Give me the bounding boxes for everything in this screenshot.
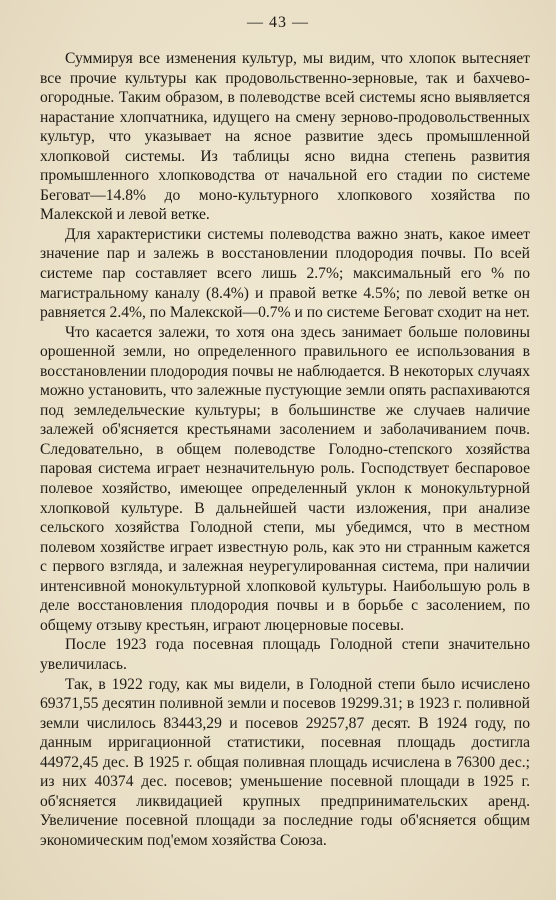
- paragraph-cotton-summary: Суммируя все изменения культур, мы видим, что хлопок вытесняет все прочие культуры как продовольственно-зерновые, так и бахчево-огородные. Таким образом, в полеводстве всей системы ясно выявляется нарастание хлопчатника, идущего на смену зерново-продовольственных культур, что указывает на ясное развитие здесь промышленной хлопковой системы. Из таблицы ясно видна степень развития промышленного хлопководства от начальной его стадии по системе Беговат—14.8% до моно-культурного хлопкового хозяйства по Малекской и левой ветке.: [40, 50, 530, 224]
- page-number: — 43 —: [247, 14, 309, 31]
- paragraph-fallow-land: Что касается залежи, то хотя она здесь занимает больше половины орошенной земли, но определенного правильного ее использования в восстановлении плодородия почвы не наблюдается. В некоторых случаях можно установить, что залежные пустующие земли опять распахиваются под земледельческие культуры; в большинстве же случаев наличие залежей об'ясняется крестьянами засолением и заболачиванием почв. Следовательно, в общем полеводстве Голодно-степского хозяйства паровая система играет незначительную роль. Господствует беспаровое полевое хозяйство, имеющее определенный уклон к монокультурной хлопковой культуре. В дальнейшей части изложения, при анализе сельского хозяйства Голодной степи, мы убедимся, что в местном полевом хозяйстве играет известную роль, как это ни странным кажется с первого взгляда, и залежная неурегулированная система, при наличии интенсивной монокультурной хлопковой культуры. Наибольшую роль в деле восстановления плодородия почвы и в борьбе с засолением, по общему отзыву крестьян, играют люцерновые посевы.: [40, 323, 530, 634]
- body-text: [40, 49, 530, 850]
- paragraph-sown-area-figures: Так, в 1922 году, как мы видели, в Голодной степи было исчислено 69371,55 десятин поливной земли и посевов 19299.31; в 1923 г. поливной земли числилось 83443,29 и посевов 29257,87 десят. В 1924 году, по данным ирригационной статистики, посевная площадь достигла 44972,45 дес. В 1925 г. общая поливная площадь исчислена в 76300 дес.; из них 40374 дес. посевов; уменьшение посевной площади в 1925 г. об'ясняется ликвидацией крупных предпринимательских аренд. Увеличение посевной площади за последние годы об'ясняется общим экономическим под'емом хозяйства Союза.: [40, 675, 530, 849]
- paragraph-sown-area-growth: После 1923 года посевная площадь Голодной степи значительно увеличилась.: [40, 636, 530, 673]
- paragraph-fallow-system: Для характеристики системы полеводства важно знать, какое имеет значение пар и залежь в восстановлении плодородия почвы. По всей системе пар составляет всего лишь 2.7%; максимальный его % по магистральному каналу (8.4%) и правой ветке 4.5%; по левой ветке он равняется 2.4%, по Малекской—0.7% и по системе Беговат сходит на нет.: [40, 225, 530, 322]
